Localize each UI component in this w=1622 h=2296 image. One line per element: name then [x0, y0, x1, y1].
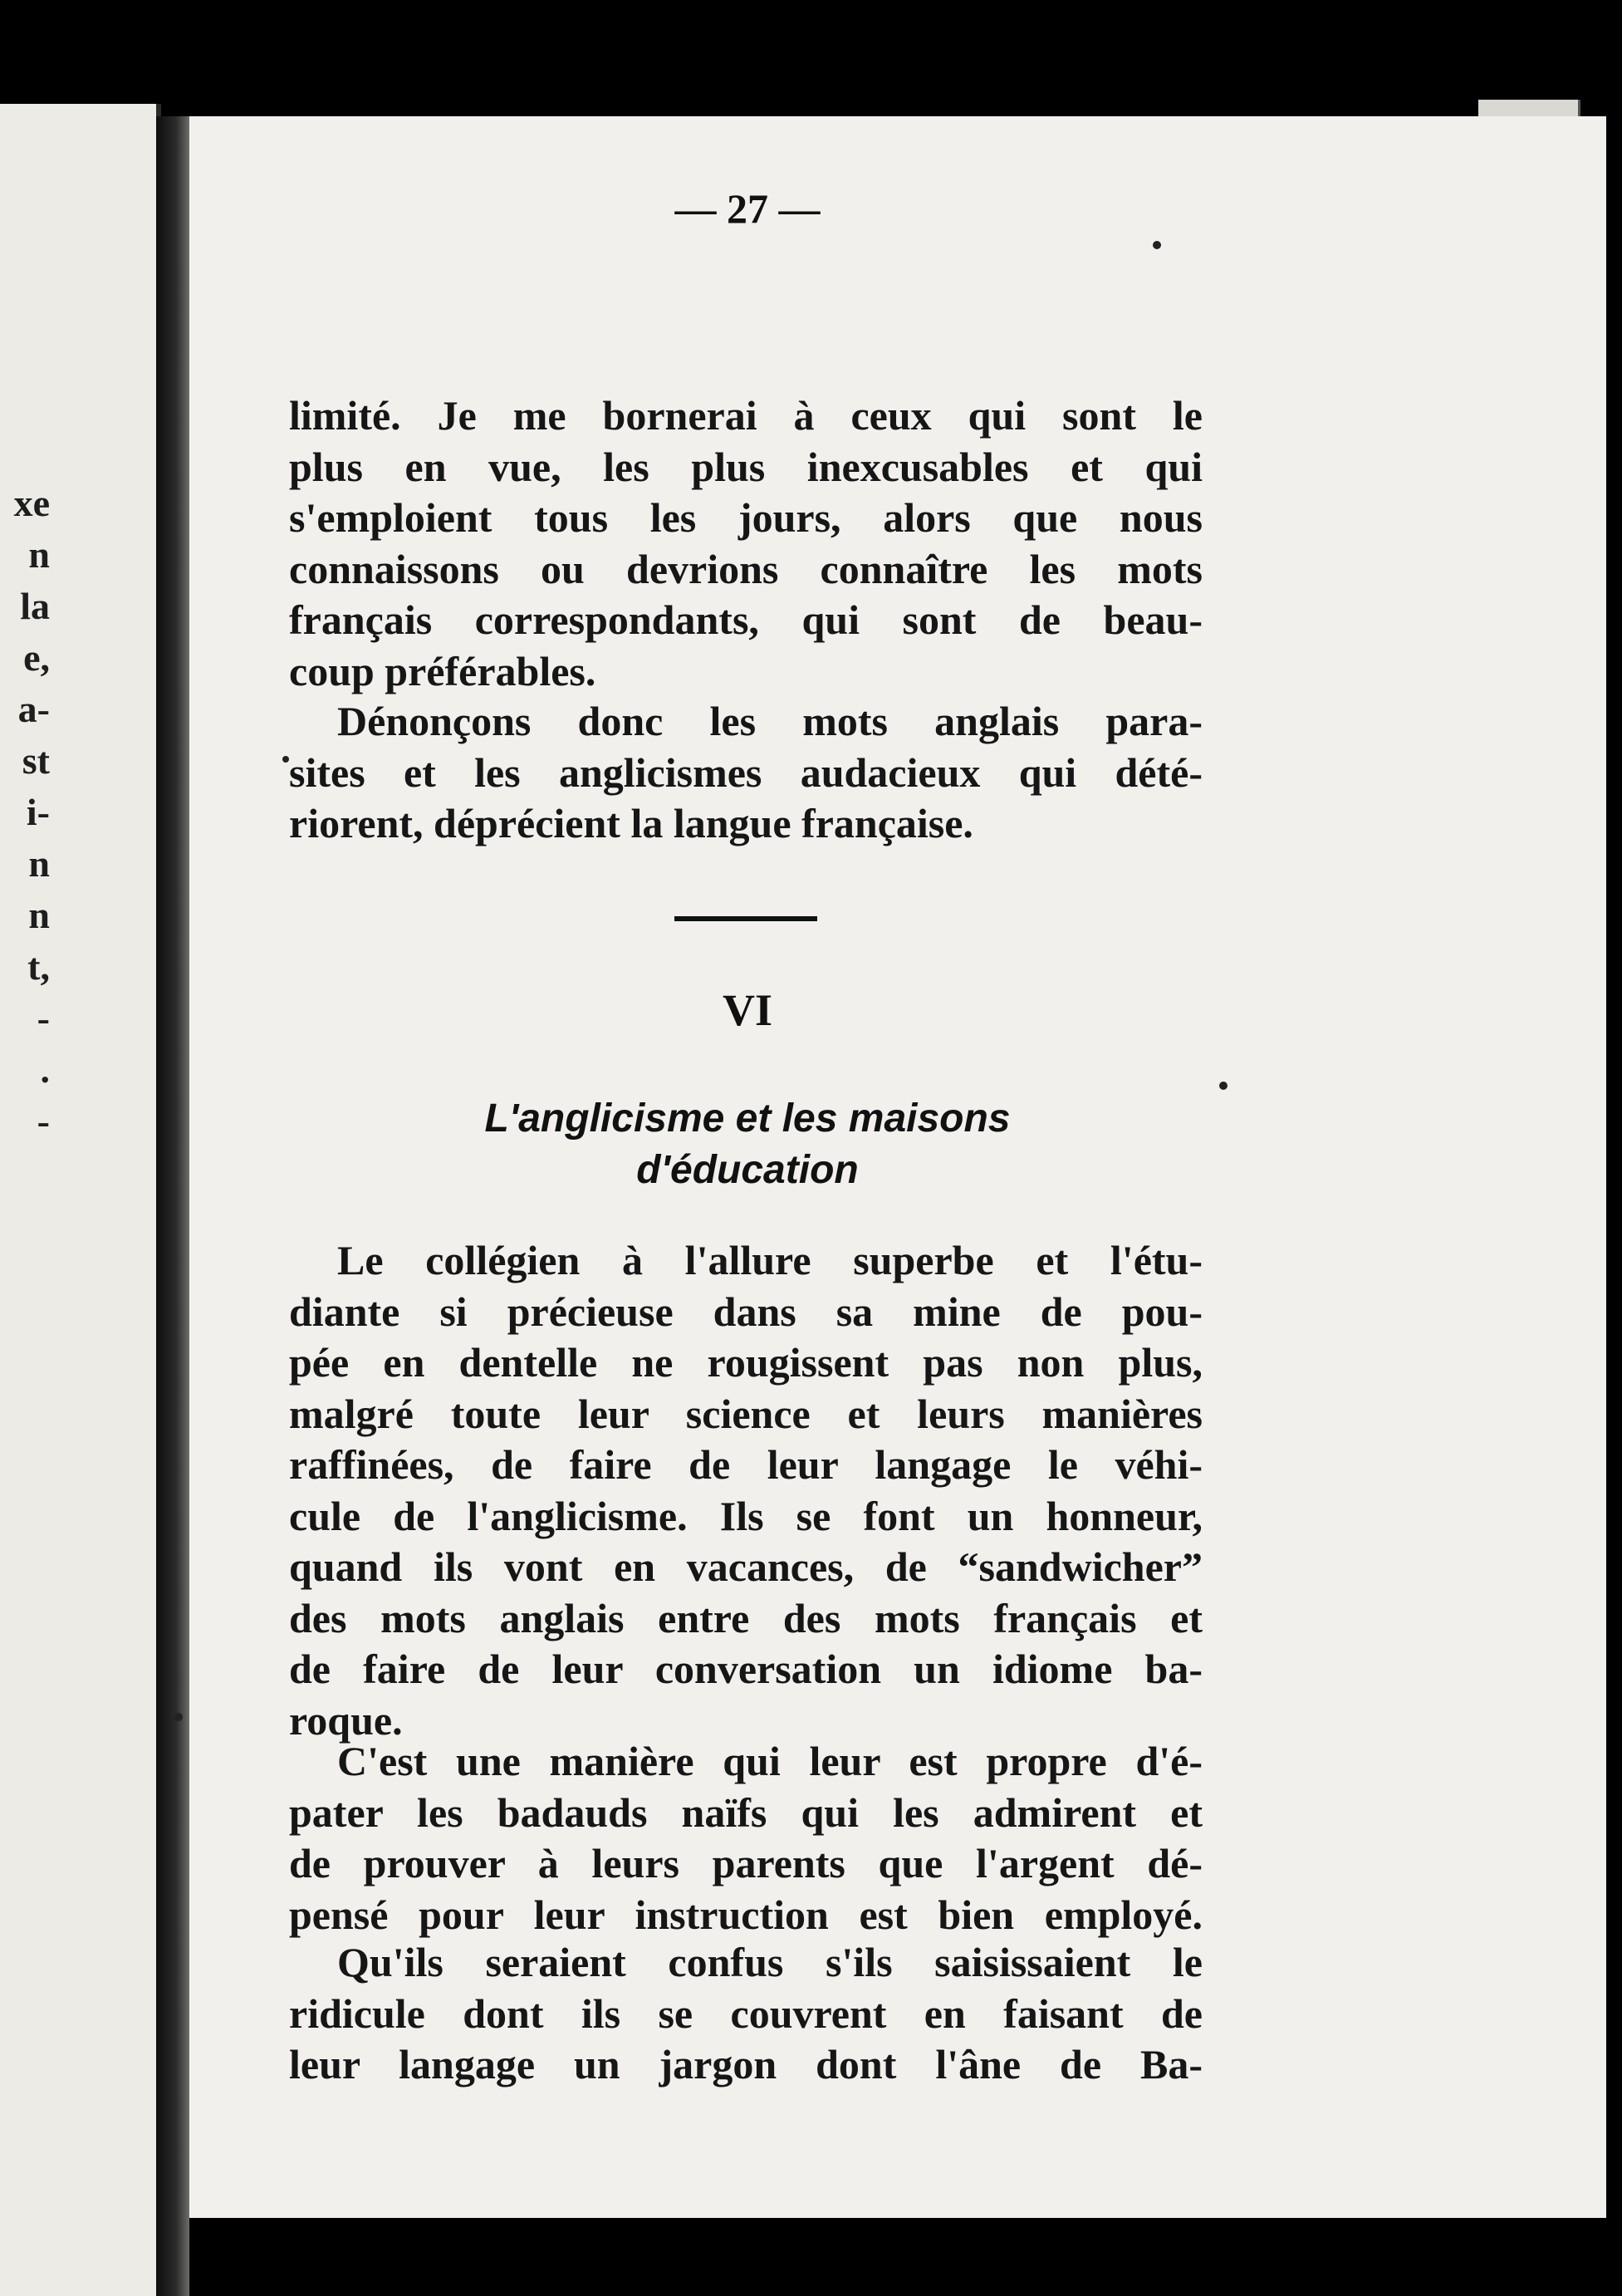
text-line: pater les badauds naïfs qui les admirent et — [289, 1788, 1203, 1836]
paragraph — [289, 1937, 1203, 2091]
paragraph — [289, 1235, 1203, 1746]
page-number: — 27 — — [674, 185, 821, 232]
gutter-shadow — [156, 116, 189, 2296]
left-page-edge — [0, 104, 161, 2296]
section-divider-rule — [674, 916, 817, 921]
text-line: Dénonçons donc les mots anglais para- — [337, 698, 1203, 744]
text-line: pée en dentelle ne rougissent pas non plus, — [289, 1339, 1203, 1386]
text-line: de faire de leur conversation un idiome ba- — [289, 1646, 1203, 1692]
left-fragment: . — [40, 1048, 50, 1091]
speck — [282, 756, 289, 763]
left-fragment: xe — [13, 482, 50, 524]
text-line: riorent, déprécient la langue française. — [289, 800, 973, 846]
text-line: malgré toute leur science et leurs manières — [289, 1390, 1203, 1437]
text-line: quand ils vont en vacances, de “sandwicher” — [289, 1543, 1203, 1590]
text-line: ridicule dont ils se couvrent en faisant de — [289, 1989, 1203, 2037]
text-line: des mots anglais entre des mots français et — [289, 1594, 1203, 1641]
left-fragment: st — [22, 739, 50, 782]
text-line: de prouver à leurs parents que l'argent dé- — [289, 1840, 1203, 1886]
speck — [174, 1713, 183, 1721]
text-line: coup préférables. — [289, 647, 596, 694]
text-line: connaissons ou devrions connaître les mots — [289, 545, 1203, 592]
left-fragment: n — [28, 842, 50, 885]
text-line: plus en vue, les plus inexcusables et qui — [289, 443, 1203, 490]
text-line: s'emploient tous les jours, alors que nous — [289, 494, 1203, 541]
speck — [1153, 241, 1161, 249]
left-fragment: - — [37, 997, 50, 1039]
text-line: sites et les anglicismes audacieux qui dété- — [289, 748, 1203, 796]
paragraph — [289, 1736, 1203, 1940]
text-line: Le collégien à l'allure superbe et l'étu- — [337, 1237, 1203, 1283]
text-line: limité. Je me bornerai à ceux qui sont le — [289, 392, 1203, 439]
left-fragment: la — [20, 585, 50, 627]
text-line: diante si précieuse dans sa mine de pou- — [289, 1288, 1203, 1335]
left-fragment: n — [28, 533, 50, 576]
left-fragment: - — [37, 1100, 50, 1142]
text-line: cule de l'anglicisme. Ils se font un honneur, — [289, 1492, 1203, 1539]
left-fragment: i- — [26, 791, 50, 833]
paragraph — [289, 696, 1203, 850]
section-title — [349, 1093, 1146, 1196]
section-title-line: d'éducation — [636, 1148, 859, 1192]
text-line: C'est une manière qui leur est propre d'é- — [337, 1738, 1203, 1784]
paragraph — [289, 390, 1203, 697]
text-line: Qu'ils seraient confus s'ils saisissaient le — [337, 1939, 1203, 1985]
text-line: raffinées, de faire de leur langage le véhi- — [289, 1441, 1203, 1488]
left-fragment: n — [28, 894, 50, 936]
left-page-text-fragments — [0, 478, 50, 1147]
section-title-line: L'anglicisme et les maisons — [484, 1096, 1011, 1141]
speck — [1219, 1082, 1228, 1090]
text-line: français correspondants, qui sont de beau- — [289, 596, 1203, 643]
text-line: pensé pour leur instruction est bien employé. — [289, 1891, 1203, 1938]
left-fragment: e, — [23, 636, 50, 679]
text-line: leur langage un jargon dont l'âne de Ba- — [289, 2041, 1203, 2087]
left-fragment: a- — [17, 688, 50, 730]
left-fragment: t, — [27, 945, 50, 988]
section-number: VI — [722, 985, 772, 1035]
text-line: roque. — [289, 1696, 403, 1744]
